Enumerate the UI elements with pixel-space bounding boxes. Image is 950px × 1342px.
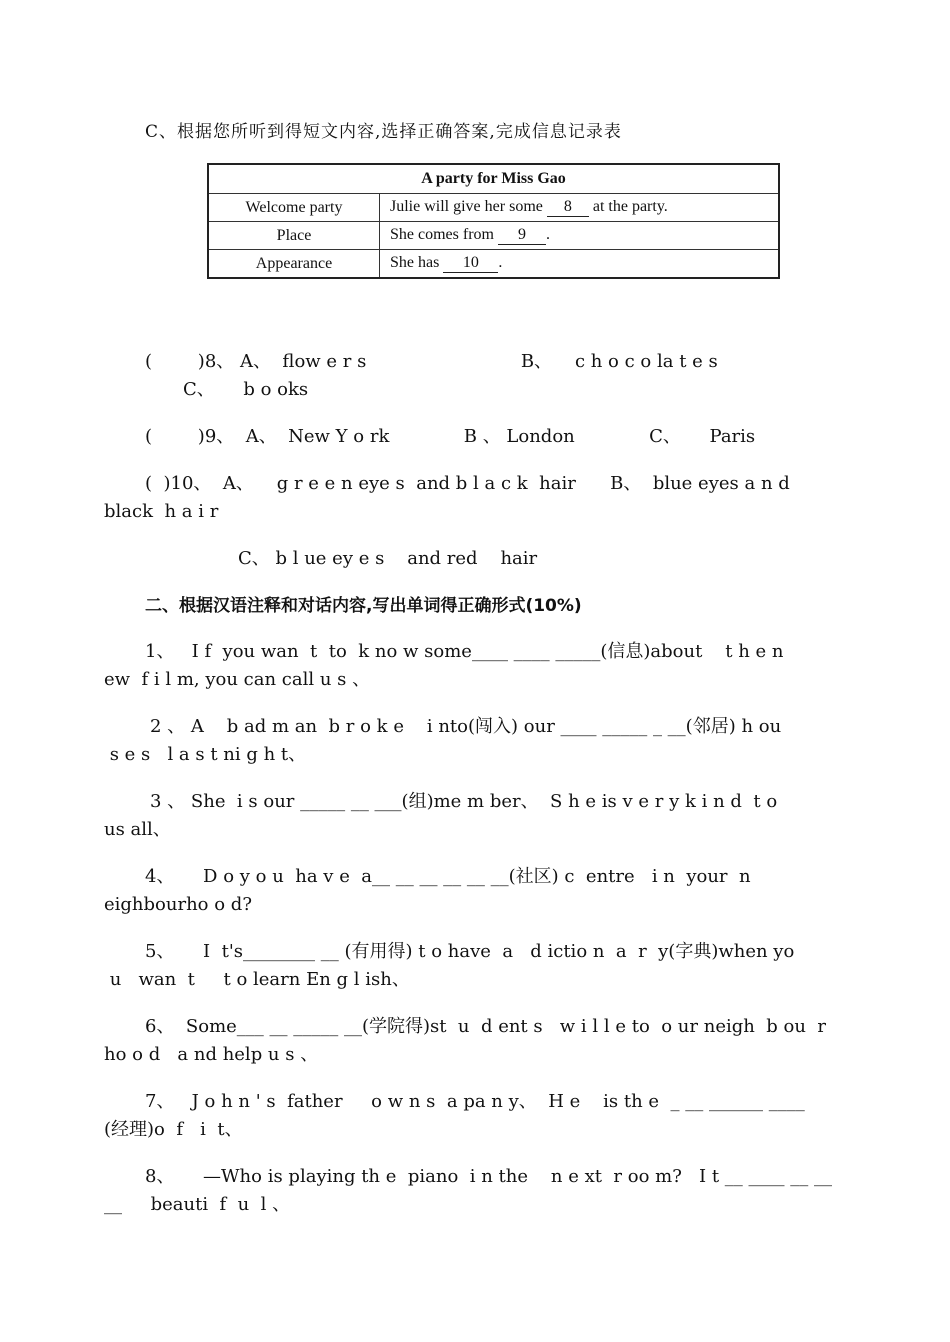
question-line: (经理)o f i t、 bbox=[104, 1119, 243, 1140]
row-label: Appearance bbox=[208, 250, 380, 279]
row-text-before: She comes from bbox=[390, 226, 498, 243]
section-c-title: C、根据您所听到得短文内容,选择正确答案,完成信息记录表 bbox=[145, 122, 622, 142]
question-line: ( )9、 A、 New Y o rk B 、 London C、 Paris bbox=[145, 426, 756, 447]
question-line: u wan t t o learn En g l ish、 bbox=[104, 969, 410, 990]
question-line: 2 、 A b ad m an b r o k e i nto(闯入) our ____ _____ _ __(邻居) h ou bbox=[150, 716, 782, 737]
row-content bbox=[380, 250, 780, 279]
table-header-row bbox=[208, 164, 779, 194]
table-row bbox=[208, 222, 779, 250]
question-line: s e s l a s t ni g h t、 bbox=[104, 744, 307, 765]
question-line: 8、 —Who is playing th e piano i n the n e xt r oo m? I t __ ____ __ __ bbox=[145, 1166, 832, 1187]
row-label: Place bbox=[208, 222, 380, 250]
row-label: Welcome party bbox=[208, 194, 380, 222]
question-line: 1、 I f you wan t to k no w some____ ____ _____(信息)about t h e n bbox=[145, 641, 784, 662]
question-line: ( )10、 A、 g r e e n eye s and b l a c k hair B、 blue eyes a n d bbox=[145, 473, 790, 494]
row-content bbox=[380, 194, 780, 222]
info-record-table bbox=[207, 163, 780, 279]
row-text-after: at the party. bbox=[588, 198, 668, 215]
row-text-after: . bbox=[545, 226, 550, 243]
question-line: eighbourho o d? bbox=[104, 894, 252, 915]
question-line: us all、 bbox=[104, 819, 171, 840]
question-line: 7、 J o h n ' s father o w n s a pa n y、 H e is th e _ __ ______ ____ bbox=[145, 1091, 805, 1112]
row-text-before: Julie will give her some bbox=[390, 198, 547, 215]
question-line: ( )8、 A、 flow e r s B、 c h o c o la t e s bbox=[145, 351, 718, 372]
question-line: ew f i l m, you can call u s 、 bbox=[104, 669, 371, 690]
question-line: C、 b l ue ey e s and red hair bbox=[238, 548, 538, 569]
answer-blank: 10 bbox=[443, 254, 498, 273]
question-line: __ beauti f u l 、 bbox=[104, 1194, 291, 1215]
question-line: 4、 D o y o u ha v e a__ __ __ __ __ __(社区) c entre i n your n bbox=[145, 866, 751, 887]
row-text-before: She has bbox=[390, 254, 444, 271]
question-line: 6、 Some___ __ _____ __(学院得)st u d ent s w i l l e to o ur neigh b ou r bbox=[145, 1016, 827, 1037]
table-title: A party for Miss Gao bbox=[208, 164, 779, 194]
question-line: C、 b o oks bbox=[183, 379, 309, 400]
table-row bbox=[208, 250, 779, 279]
answer-blank: 9 bbox=[498, 226, 546, 245]
table-row bbox=[208, 194, 779, 222]
question-line: black h a i r bbox=[104, 501, 219, 522]
question-line: 5、 I t's________ __ (有用得) t o have a d ictio n a r y(字典)when yo bbox=[145, 941, 795, 962]
row-content bbox=[380, 222, 780, 250]
question-line: 3 、 She i s our _____ __ ___(组)me m ber、 S h e is v e r y k i n d t o bbox=[150, 791, 778, 812]
answer-blank: 8 bbox=[547, 198, 589, 217]
row-text-after: . bbox=[498, 254, 503, 271]
section-2-title: 二、根据汉语注释和对话内容,写出单词得正确形式(10%) bbox=[145, 596, 582, 616]
question-line: ho o d a nd help u s 、 bbox=[104, 1044, 319, 1065]
